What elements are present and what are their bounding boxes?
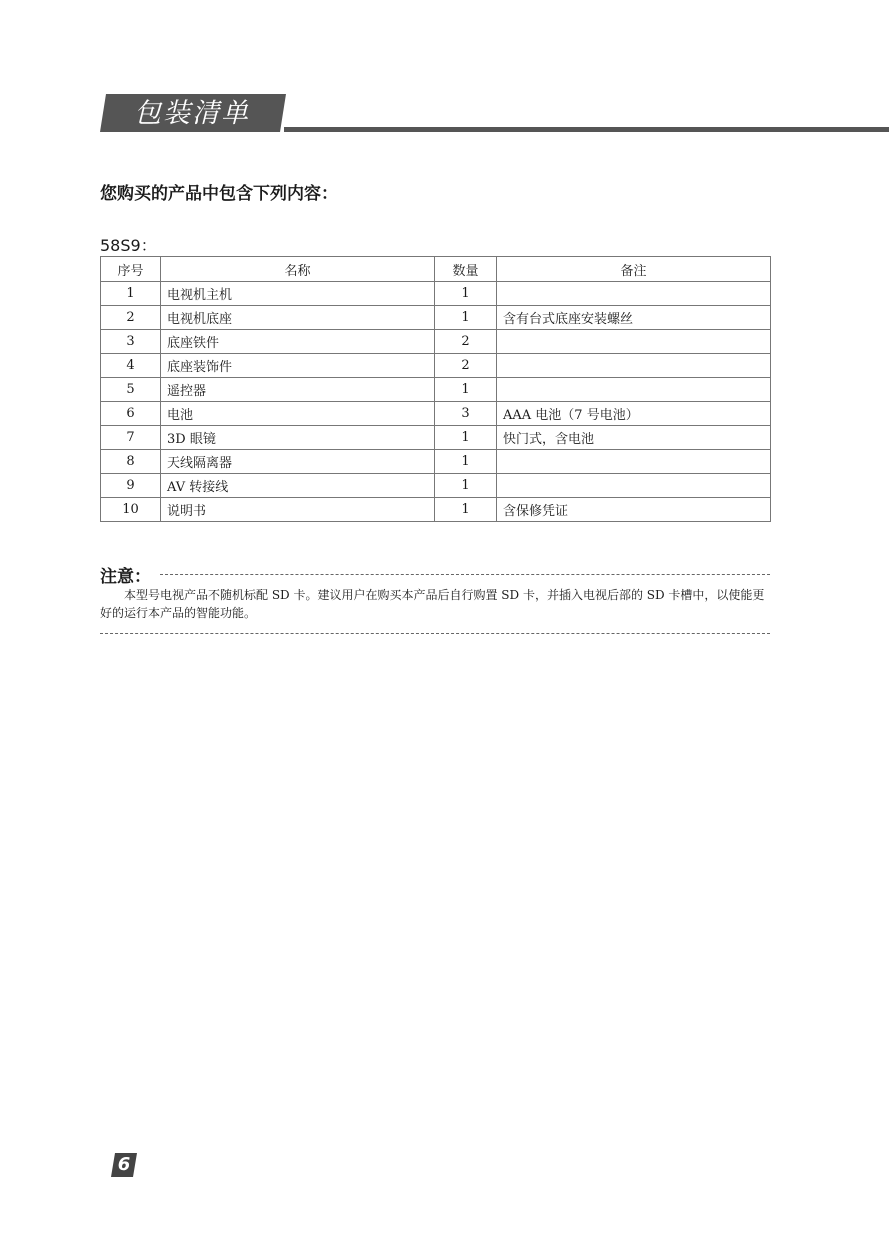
intro-text: 您购买的产品中包含下列内容： xyxy=(100,184,338,204)
page-number: 6 xyxy=(117,1154,131,1175)
model-label: 58S9： xyxy=(100,236,157,255)
title-underline xyxy=(284,127,889,132)
cell-quantity: 1 xyxy=(435,498,497,522)
cell-index: 8 xyxy=(101,450,161,474)
cell-index: 9 xyxy=(101,474,161,498)
cell-index: 6 xyxy=(101,402,161,426)
packing-list-table xyxy=(100,256,771,522)
cell-name: 3D 眼镜 xyxy=(161,426,435,450)
section-title: 包装清单 xyxy=(134,98,250,129)
cell-index: 4 xyxy=(101,354,161,378)
cell-name: 天线隔离器 xyxy=(161,450,435,474)
note-body: 本型号电视产品不随机标配 SD 卡。建议用户在购买本产品后自行购置 SD 卡，并插入电视后部的 SD 卡槽中，以使能更好的运行本产品的智能功能。 xyxy=(100,588,765,620)
header-index: 序号 xyxy=(101,257,161,282)
table-row xyxy=(101,306,771,330)
table-row xyxy=(101,282,771,306)
cell-quantity: 2 xyxy=(435,330,497,354)
cell-name: 电池 xyxy=(161,402,435,426)
cell-index: 10 xyxy=(101,498,161,522)
cell-index: 3 xyxy=(101,330,161,354)
cell-remark xyxy=(497,450,771,474)
cell-index: 5 xyxy=(101,378,161,402)
note-divider-bottom xyxy=(100,633,770,634)
cell-quantity: 1 xyxy=(435,450,497,474)
cell-index: 7 xyxy=(101,426,161,450)
cell-quantity: 1 xyxy=(435,426,497,450)
table-row xyxy=(101,330,771,354)
cell-name: 遥控器 xyxy=(161,378,435,402)
cell-remark: 快门式，含电池 xyxy=(497,426,771,450)
cell-quantity: 3 xyxy=(435,402,497,426)
header-name: 名称 xyxy=(161,257,435,282)
cell-index: 1 xyxy=(101,282,161,306)
cell-name: 说明书 xyxy=(161,498,435,522)
table-row xyxy=(101,426,771,450)
cell-remark: 含保修凭证 xyxy=(497,498,771,522)
table-row xyxy=(101,450,771,474)
cell-name: 电视机底座 xyxy=(161,306,435,330)
cell-quantity: 1 xyxy=(435,378,497,402)
table-header-row xyxy=(101,257,771,282)
header-remark: 备注 xyxy=(497,257,771,282)
table-row xyxy=(101,474,771,498)
cell-quantity: 1 xyxy=(435,282,497,306)
cell-name: 底座铁件 xyxy=(161,330,435,354)
cell-remark xyxy=(497,330,771,354)
cell-remark xyxy=(497,282,771,306)
cell-remark xyxy=(497,474,771,498)
table-row xyxy=(101,402,771,426)
cell-quantity: 1 xyxy=(435,474,497,498)
cell-remark xyxy=(497,354,771,378)
note-divider-top xyxy=(160,574,770,575)
cell-name: 底座装饰件 xyxy=(161,354,435,378)
table-row xyxy=(101,354,771,378)
cell-remark xyxy=(497,378,771,402)
cell-quantity: 1 xyxy=(435,306,497,330)
table-row xyxy=(101,378,771,402)
cell-quantity: 2 xyxy=(435,354,497,378)
cell-index: 2 xyxy=(101,306,161,330)
cell-remark: 含有台式底座安装螺丝 xyxy=(497,306,771,330)
table-row xyxy=(101,498,771,522)
cell-remark: AAA 电池（7 号电池） xyxy=(497,402,771,426)
note-heading: 注意： xyxy=(100,567,151,587)
cell-name: AV 转接线 xyxy=(161,474,435,498)
cell-name: 电视机主机 xyxy=(161,282,435,306)
header-quantity: 数量 xyxy=(435,257,497,282)
